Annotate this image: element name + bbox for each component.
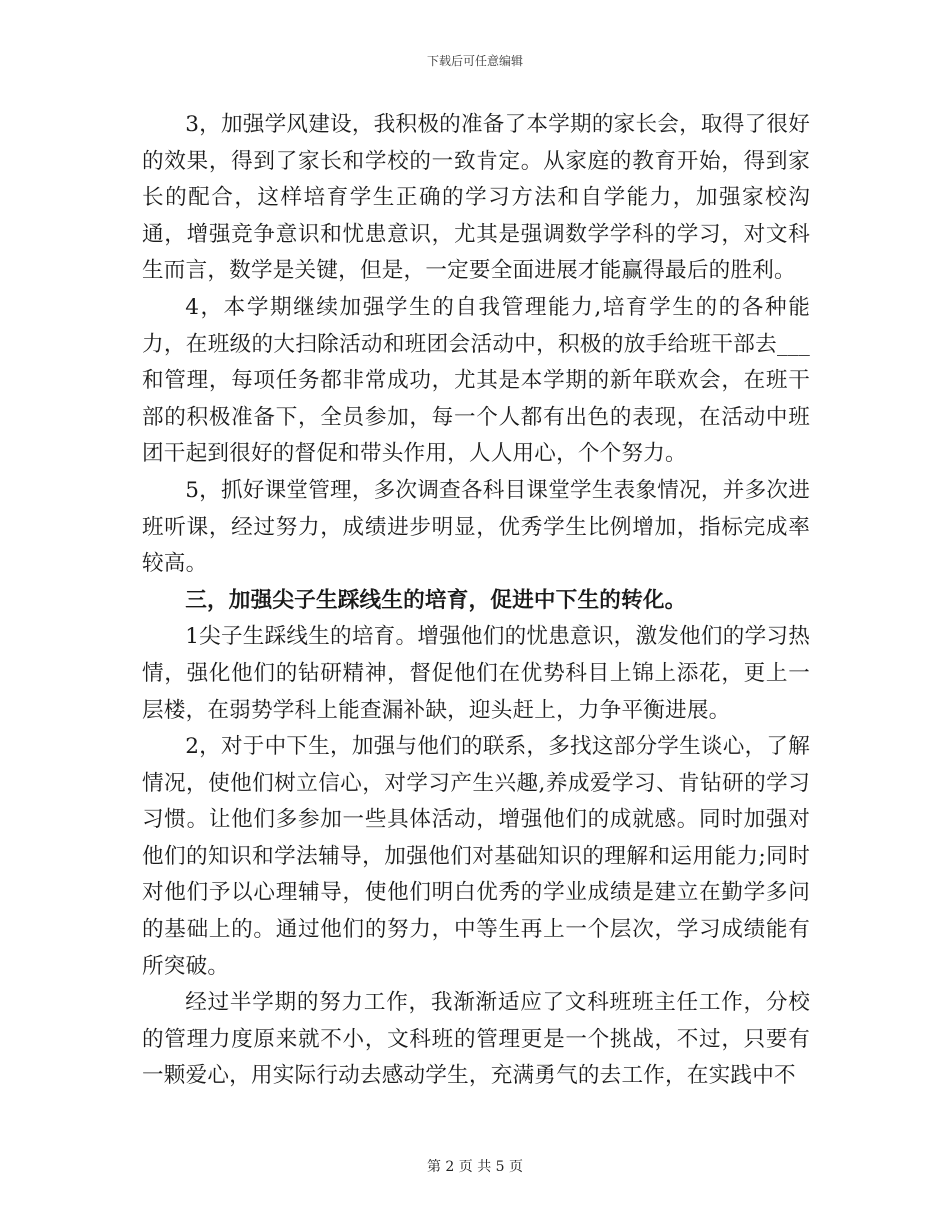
- paragraph-summary: 经过半学期的努力工作，我渐渐适应了文科班班主任工作，分校的管理力度原来就不小，文科班的管理更是一个挑战，不过，只要有一颗爱心，用实际行动去感动学生，充满勇气的去工作，在实践中不: [142, 990, 810, 1089]
- document-body: [142, 107, 810, 1095]
- paragraph-item-3: 3，加强学风建设，我积极的准备了本学期的家长会，取得了很好的效果，得到了家长和学校的一致肯定。从家庭的教育开始，得到家长的配合，这样培育学生正确的学习方法和自学能力，加强家校沟通，增强竞争意识和忧患意识，尤其是强调数学学科的学习，对文科生而言，数学是关键，但是，一定要全面进展才能赢得最后的胜利。: [142, 112, 810, 284]
- paragraph-item-4: 4，本学期继续加强学生的自我管理能力,培育学生的的各种能力，在班级的大扫除活动和班团会活动中，积极的放手给班干部去___和管理，每项任务都非常成功，尤其是本学期的新年联欢会，在班干部的积极准备下，全员参加，每一个人都有出色的表现，在活动中班团干起到很好的督促和带头作用，人人用心，个个努力。: [142, 294, 810, 467]
- page-number: 第 2 页 共 5 页: [426, 1159, 524, 1175]
- page-header: 下载后可任意编辑: [426, 54, 523, 68]
- paragraph-middle-students: 2，对于中下生，加强与他们的联系，多找这部分学生谈心，了解情况，使他们树立信心，对学习产生兴趣,养成爱学习、肯钻研的学习习惯。让他们多参加一些具体活动，增强他们的成就感。同时加强对他们的知识和学法辅导，加强他们对基础知识的理解和运用能力;同时对他们予以心理辅导，使他们明白优秀的学业成绩是建立在勤学多问的基础上的。通过他们的努力，中等生再上一个层次，学习成绩能有所突破。: [142, 734, 810, 979]
- paragraph-item-5: 5，抓好课堂管理，多次调查各科目课堂学生表象情况，并多次进班听课，经过努力，成绩进步明显，优秀学生比例增加，指标完成率较高。: [142, 477, 810, 577]
- paragraph-top-students: 1尖子生踩线生的培育。增强他们的忧患意识，激发他们的学习热情，强化他们的钻研精神，督促他们在优势科目上锦上添花，更上一层楼，在弱势学科上能查漏补缺，迎头赶上，力争平衡进展。: [142, 624, 810, 723]
- section-heading: 三，加强尖子生踩线生的培育，促进中下生的转化。: [185, 587, 687, 613]
